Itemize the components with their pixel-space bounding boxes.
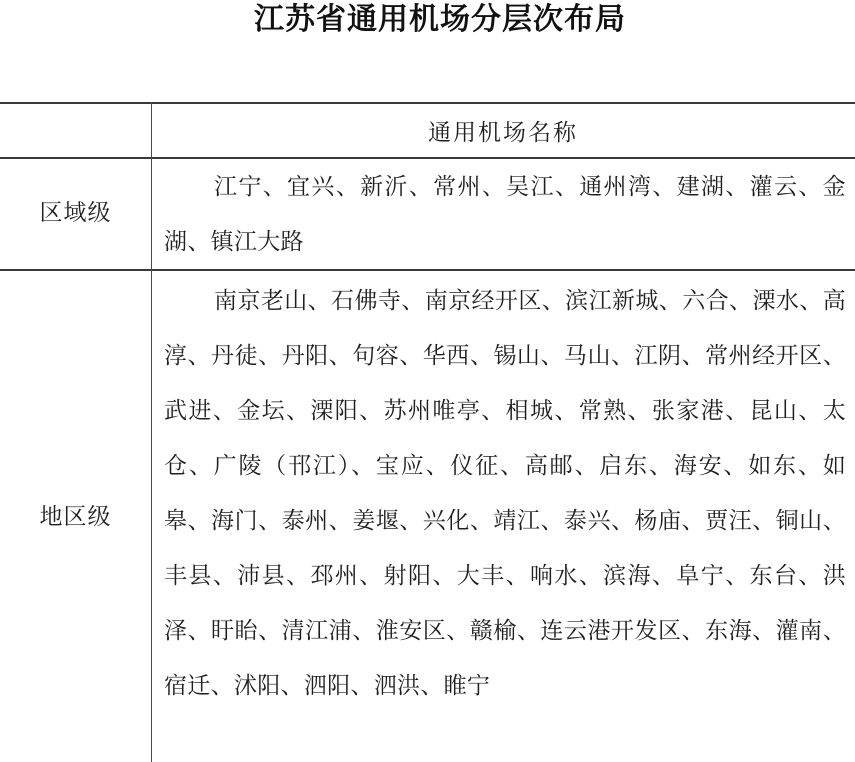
airport-names-regional: 江宁、宜兴、新沂、常州、吴江、通州湾、建湖、灌云、金湖、镇江大路 [164, 174, 846, 255]
document-title: 江苏省通用机场分层次布局 [254, 2, 626, 37]
level-label-regional: 区域级 [39, 200, 112, 226]
column-header-airport-names: 通用机场名称 [428, 119, 578, 146]
column-divider [151, 102, 152, 762]
airport-layout-table [0, 102, 855, 762]
level-label-district: 地区级 [39, 504, 112, 530]
airport-names-district: 南京老山、石佛寺、南京经开区、滨江新城、六合、溧水、高淳、丹徒、丹阳、句容、华西、锡山、马山、江阴、常州经开区、武进、金坛、溧阳、苏州唯亭、相城、常熟、张家港、昆山、太仓、广陵（邗江）、宝应、仪征、高邮、启东、海安、如东、如皋、海门、泰州、姜堰、兴化、靖江、泰兴、杨庙、贾汪、铜山、丰县、沛县、邳州、射阳、大丰、响水、滨海、阜宁、东台、洪泽、盱眙、清江浦、淮安区、赣榆、连云港开发区、东海、灌南、宿迁、沭阳、泗阳、泗洪、睢宁 [164, 288, 846, 699]
